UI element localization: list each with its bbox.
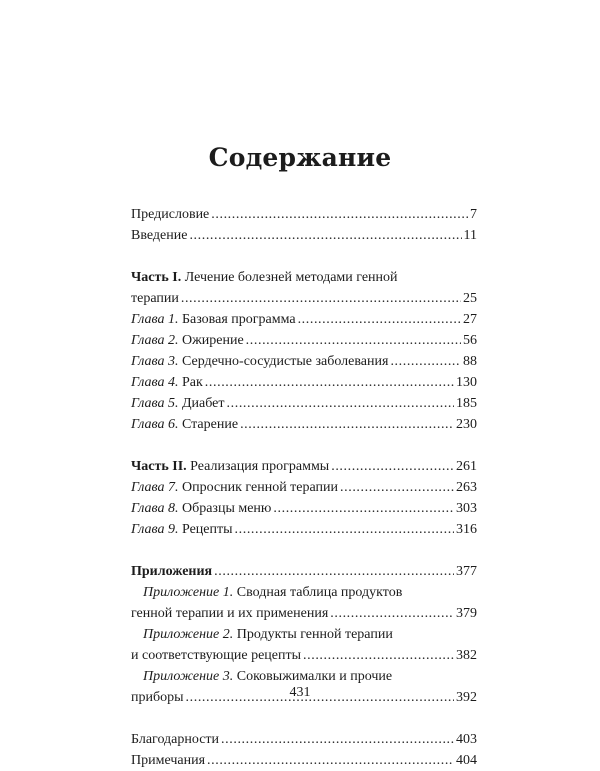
toc-entry-page: 25	[463, 291, 477, 306]
dot-leader	[330, 603, 454, 624]
toc-entry-introduction[interactable]	[131, 225, 477, 246]
part-prefix: Часть II.	[131, 459, 187, 474]
dot-leader	[205, 372, 454, 393]
toc-entry-page: 382	[456, 648, 477, 663]
toc-entry-page: 27	[463, 312, 477, 327]
toc-entry-page: 377	[456, 564, 477, 579]
dot-leader	[189, 225, 461, 246]
toc-entry-label: Благодарности	[131, 732, 220, 747]
appendix-label-line: Сводная таблица продуктов	[236, 585, 403, 600]
toc-entry-page: 392	[456, 690, 477, 705]
chapter-prefix: Глава 9.	[131, 522, 179, 537]
toc-entry-page: 130	[456, 375, 477, 390]
dot-leader	[273, 498, 454, 519]
toc-entry-preface[interactable]	[131, 204, 477, 225]
dot-leader	[214, 561, 454, 582]
chapter-label: Диабет	[181, 396, 225, 411]
chapter-prefix: Глава 8.	[131, 501, 179, 516]
toc-entry-page: 261	[456, 459, 477, 474]
part-title-line: Лечение болезней методами генной	[184, 270, 398, 285]
toc-entry-page: 404	[456, 753, 477, 768]
toc-chapter-3[interactable]	[131, 351, 477, 372]
toc-part-2-heading[interactable]	[131, 456, 477, 477]
toc-part-1-heading[interactable]	[131, 267, 477, 288]
toc-chapter-9[interactable]	[131, 519, 477, 540]
appendices-title: Приложения	[131, 564, 213, 579]
toc-chapter-2[interactable]	[131, 330, 477, 351]
appendix-prefix: Приложение 2.	[143, 627, 234, 642]
dot-leader	[211, 204, 468, 225]
appendix-label-line: приборы	[131, 690, 184, 705]
toc-entry-page: 88	[463, 354, 477, 369]
toc-entry-page: 403	[456, 732, 477, 747]
part-title: Реализация программы	[190, 459, 330, 474]
dot-leader	[181, 288, 461, 309]
dot-leader	[207, 750, 454, 771]
toc-entry-page: 230	[456, 417, 477, 432]
dot-leader	[235, 519, 454, 540]
toc-chapter-1[interactable]	[131, 309, 477, 330]
toc-entry-acknowledgements[interactable]	[131, 729, 477, 750]
part-prefix: Часть I.	[131, 270, 182, 285]
chapter-label: Рецепты	[181, 522, 233, 537]
chapter-label: Опросник генной терапии	[181, 480, 339, 495]
chapter-prefix: Глава 5.	[131, 396, 179, 411]
toc-entry-page: 316	[456, 522, 477, 537]
dot-leader	[303, 645, 454, 666]
toc-appendix-2[interactable]	[131, 624, 477, 645]
toc-entry-page: 263	[456, 480, 477, 495]
chapter-prefix: Глава 7.	[131, 480, 179, 495]
chapter-label: Базовая программа	[181, 312, 296, 327]
chapter-label: Старение	[181, 417, 239, 432]
toc-chapter-7[interactable]	[131, 477, 477, 498]
chapter-prefix: Глава 4.	[131, 375, 179, 390]
appendix-label-line: генной терапии и их применения	[131, 606, 329, 621]
toc-appendix-3[interactable]	[131, 666, 477, 687]
page-title: Содержание	[208, 143, 392, 172]
toc-entry-notes[interactable]	[131, 750, 477, 771]
toc-entry-page: 7	[470, 207, 477, 222]
toc-entry-page: 185	[456, 396, 477, 411]
dot-leader	[240, 414, 454, 435]
dot-leader	[227, 393, 454, 414]
appendix-label-line: Продукты генной терапии	[236, 627, 393, 642]
dot-leader	[246, 330, 461, 351]
dot-leader	[340, 477, 454, 498]
toc-appendix-1-continuation[interactable]	[131, 603, 477, 624]
chapter-label: Образцы меню	[181, 501, 272, 516]
toc-entry-label: Предисловие	[131, 207, 210, 222]
toc-entry-page: 11	[463, 228, 477, 243]
toc-entry-page: 56	[463, 333, 477, 348]
toc-chapter-4[interactable]	[131, 372, 477, 393]
toc-chapter-5[interactable]	[131, 393, 477, 414]
appendix-label-line: и соответствующие рецепты	[131, 648, 302, 663]
toc-chapter-8[interactable]	[131, 498, 477, 519]
toc-entry-label: Введение	[131, 228, 188, 243]
chapter-prefix: Глава 6.	[131, 417, 179, 432]
toc-entry-page: 303	[456, 501, 477, 516]
appendix-prefix: Приложение 1.	[143, 585, 234, 600]
toc-chapter-6[interactable]	[131, 414, 477, 435]
toc-appendix-1[interactable]	[131, 582, 477, 603]
chapter-prefix: Глава 2.	[131, 333, 179, 348]
chapter-label: Рак	[181, 375, 203, 390]
toc-entry-label: Примечания	[131, 753, 206, 768]
toc-appendices-heading[interactable]	[131, 561, 477, 582]
chapter-label: Сердечно-сосудистые заболевания	[181, 354, 389, 369]
dot-leader	[331, 456, 454, 477]
dot-leader	[390, 351, 461, 372]
chapter-prefix: Глава 3.	[131, 354, 179, 369]
appendix-label-line: Соковыжималки и прочие	[236, 669, 393, 684]
part-title-line: терапии	[131, 291, 179, 306]
chapter-label: Ожирение	[181, 333, 244, 348]
chapter-prefix: Глава 1.	[131, 312, 179, 327]
toc-part-1-continuation[interactable]	[131, 288, 477, 309]
toc-entry-page: 379	[456, 606, 477, 621]
appendix-prefix: Приложение 3.	[143, 669, 234, 684]
dot-leader	[298, 309, 461, 330]
dot-leader	[221, 729, 454, 750]
toc-appendix-2-continuation[interactable]	[131, 645, 477, 666]
page-number: 431	[289, 685, 311, 700]
